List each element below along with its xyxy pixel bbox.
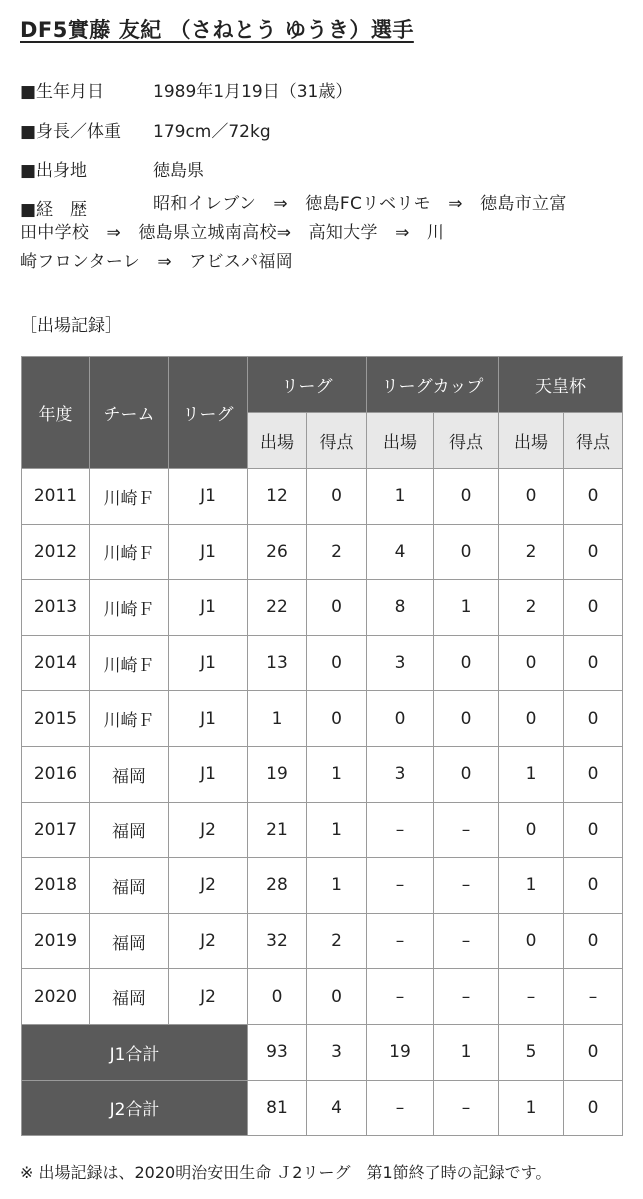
table-cell: 13 <box>248 635 307 691</box>
table-cell: J1 <box>169 691 248 747</box>
table-cell: 2017 <box>22 802 90 858</box>
table-cell: 21 <box>248 802 307 858</box>
table-cell: 0 <box>434 746 499 802</box>
total-row <box>22 1024 623 1080</box>
table-row <box>22 691 623 747</box>
table-cell: 1 <box>307 858 367 914</box>
table-cell: 0 <box>564 691 623 747</box>
header-year: 年度 <box>22 357 90 469</box>
table-cell: 1 <box>307 746 367 802</box>
table-cell: 19 <box>367 1024 434 1080</box>
table-row <box>22 858 623 914</box>
table-cell: 0 <box>499 635 564 691</box>
table-cell: J1 <box>169 469 248 525</box>
profile-value: 179cm／72kg <box>153 121 271 142</box>
table-cell: 2015 <box>22 691 90 747</box>
table-cell: 0 <box>564 635 623 691</box>
header-apps: 出場 <box>499 413 564 469</box>
table-cell: – <box>367 969 434 1025</box>
table-cell: – <box>434 858 499 914</box>
table-cell: 2014 <box>22 635 90 691</box>
section-title: ［出場記録］ <box>20 316 122 336</box>
profile-row-hometown <box>20 149 630 189</box>
footnote: ※ 出場記録は、2020明治安田生命 Ｊ2リーグ 第1節終了時の記録です。 <box>20 1163 552 1182</box>
table-cell: 0 <box>434 524 499 580</box>
table-cell: J1 <box>169 635 248 691</box>
table-row <box>22 802 623 858</box>
profile-list <box>20 70 630 189</box>
table-cell: 0 <box>434 635 499 691</box>
table-cell: 川崎Ｆ <box>90 691 169 747</box>
profile-label: ■生年月日 <box>20 82 105 103</box>
table-cell: 2 <box>307 913 367 969</box>
profile-label: ■出身地 <box>20 161 88 182</box>
table-cell: 0 <box>434 469 499 525</box>
table-cell: 8 <box>367 580 434 636</box>
table-cell: 0 <box>307 469 367 525</box>
table-cell: 3 <box>367 746 434 802</box>
table-cell: 川崎Ｆ <box>90 524 169 580</box>
table-cell: 22 <box>248 580 307 636</box>
table-row <box>22 913 623 969</box>
table-cell: – <box>367 913 434 969</box>
table-cell: 福岡 <box>90 969 169 1025</box>
header-goals: 得点 <box>307 413 367 469</box>
table-cell: 0 <box>564 858 623 914</box>
table-row <box>22 635 623 691</box>
table-cell: – <box>564 969 623 1025</box>
header-apps: 出場 <box>248 413 307 469</box>
table-cell: – <box>499 969 564 1025</box>
table-cell: – <box>367 1080 434 1136</box>
table-cell: 81 <box>248 1080 307 1136</box>
table-cell: 0 <box>564 524 623 580</box>
table-cell: 3 <box>307 1024 367 1080</box>
table-cell: 1 <box>367 469 434 525</box>
table-cell: 0 <box>307 969 367 1025</box>
table-cell: 4 <box>307 1080 367 1136</box>
table-row <box>22 580 623 636</box>
header-team: チーム <box>90 357 169 469</box>
table-cell: 0 <box>564 913 623 969</box>
table-cell: 2 <box>499 580 564 636</box>
table-cell: 93 <box>248 1024 307 1080</box>
table-cell: 2019 <box>22 913 90 969</box>
table-cell: 福岡 <box>90 802 169 858</box>
table-cell: 0 <box>434 691 499 747</box>
header-league: リーグ <box>169 357 248 469</box>
table-cell: J2 <box>169 858 248 914</box>
total-label: J1合計 <box>22 1024 248 1080</box>
table-cell: – <box>367 858 434 914</box>
table-cell: 0 <box>499 469 564 525</box>
table-cell: 1 <box>434 580 499 636</box>
table-cell: 0 <box>564 469 623 525</box>
profile-value: 徳島県 <box>153 161 204 182</box>
header-group-cup: リーグカップ <box>367 357 499 413</box>
table-cell: – <box>434 1080 499 1136</box>
table-cell: 28 <box>248 858 307 914</box>
table-cell: 4 <box>367 524 434 580</box>
table-cell: 2020 <box>22 969 90 1025</box>
table-row <box>22 969 623 1025</box>
table-cell: 0 <box>564 1024 623 1080</box>
table-cell: 0 <box>564 802 623 858</box>
profile-row-birthday <box>20 70 630 110</box>
table-cell: 12 <box>248 469 307 525</box>
profile-label: ■身長／体重 <box>20 121 122 142</box>
table-cell: 川崎Ｆ <box>90 635 169 691</box>
table-cell: J2 <box>169 969 248 1025</box>
header-group-league: リーグ <box>248 357 367 413</box>
table-cell: 26 <box>248 524 307 580</box>
table-cell: 19 <box>248 746 307 802</box>
table-cell: 5 <box>499 1024 564 1080</box>
table-cell: 福岡 <box>90 913 169 969</box>
career-line: 昭和イレブン ⇒ 徳島FCリベリモ ⇒ 徳島市立富 <box>153 194 567 214</box>
table-cell: 0 <box>367 691 434 747</box>
table-cell: 0 <box>564 580 623 636</box>
table-cell: J1 <box>169 524 248 580</box>
table-cell: 1 <box>499 1080 564 1136</box>
table-row <box>22 746 623 802</box>
table-cell: 2012 <box>22 524 90 580</box>
career-line: 崎フロンターレ ⇒ アビスパ福岡 <box>20 252 294 272</box>
header-apps: 出場 <box>367 413 434 469</box>
table-cell: 0 <box>499 691 564 747</box>
career-label: ■経 歴 <box>20 200 88 220</box>
table-cell: 2018 <box>22 858 90 914</box>
header-goals: 得点 <box>564 413 623 469</box>
table-cell: J1 <box>169 580 248 636</box>
total-label: J2合計 <box>22 1080 248 1136</box>
table-cell: 2016 <box>22 746 90 802</box>
table-row <box>22 469 623 525</box>
table-cell: – <box>367 802 434 858</box>
table-cell: – <box>434 913 499 969</box>
table-cell: 0 <box>564 746 623 802</box>
table-cell: 1 <box>499 746 564 802</box>
table-cell: 1 <box>499 858 564 914</box>
table-cell: 0 <box>499 913 564 969</box>
page-title: DF5實藤 友紀 （さねとう ゆうき）選手 <box>20 18 414 42</box>
profile-row-height-weight <box>20 110 630 150</box>
table-cell: 福岡 <box>90 746 169 802</box>
table-cell: 0 <box>307 635 367 691</box>
table-cell: 0 <box>499 802 564 858</box>
career-line: 田中学校 ⇒ 徳島県立城南高校⇒ 高知大学 ⇒ 川 <box>20 223 445 243</box>
table-cell: 2 <box>307 524 367 580</box>
table-cell: 3 <box>367 635 434 691</box>
table-cell: 川崎Ｆ <box>90 469 169 525</box>
table-cell: 1 <box>434 1024 499 1080</box>
table-cell: 32 <box>248 913 307 969</box>
header-group-emperor: 天皇杯 <box>499 357 623 413</box>
table-row <box>22 524 623 580</box>
table-cell: J2 <box>169 802 248 858</box>
table-cell: 2 <box>499 524 564 580</box>
table-cell: – <box>434 969 499 1025</box>
total-row <box>22 1080 623 1136</box>
table-cell: 1 <box>248 691 307 747</box>
table-cell: – <box>434 802 499 858</box>
table-cell: J1 <box>169 746 248 802</box>
table-cell: 1 <box>307 802 367 858</box>
table-cell: 0 <box>307 580 367 636</box>
table-cell: 2013 <box>22 580 90 636</box>
header-goals: 得点 <box>434 413 499 469</box>
table-cell: 川崎Ｆ <box>90 580 169 636</box>
table-cell: 0 <box>307 691 367 747</box>
appearance-table <box>21 356 623 1136</box>
profile-value: 1989年1月19日（31歳） <box>153 82 353 103</box>
table-cell: 2011 <box>22 469 90 525</box>
table-cell: 福岡 <box>90 858 169 914</box>
table-cell: J2 <box>169 913 248 969</box>
table-cell: 0 <box>564 1080 623 1136</box>
table-cell: 0 <box>248 969 307 1025</box>
